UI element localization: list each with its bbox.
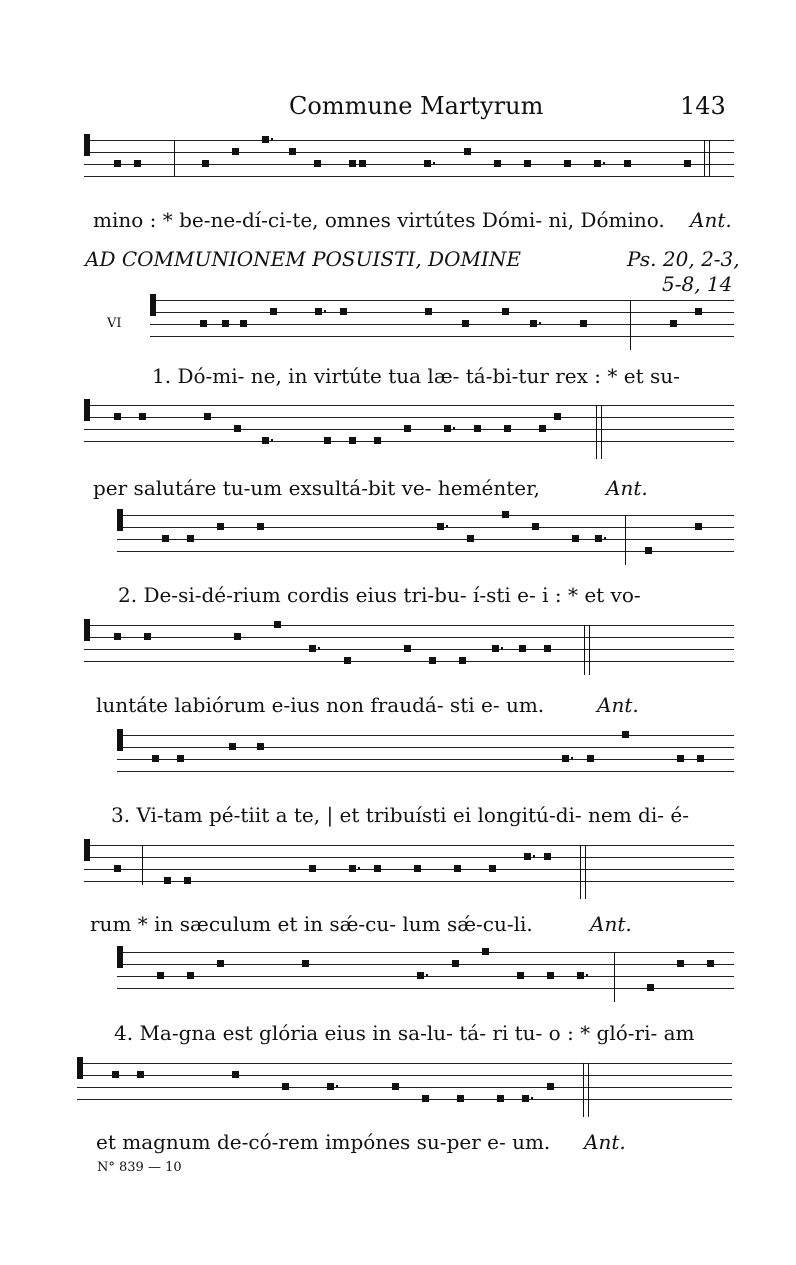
psalm-reference-verses: 5-8, 14 [662, 272, 733, 296]
neume [240, 320, 247, 327]
neume [232, 1071, 239, 1078]
staff-7 [84, 845, 734, 885]
neume [422, 1095, 429, 1102]
lyric-line-7: rum * in sæculum et in sǽ-cu- lum sǽ-cu-li. [90, 912, 533, 936]
neume [202, 160, 209, 167]
neume [204, 413, 211, 420]
neume [695, 523, 702, 530]
neume [595, 535, 602, 542]
staff-5 [84, 625, 734, 665]
psalm-reference: Ps. 20, 2-3, [627, 247, 740, 271]
neume [282, 1083, 289, 1090]
neume [707, 960, 714, 967]
neume [482, 948, 489, 955]
neume [302, 960, 309, 967]
neume [580, 320, 587, 327]
neume [114, 413, 121, 420]
neume [502, 308, 509, 315]
neume [114, 865, 121, 872]
neume [184, 877, 191, 884]
lyric-line-4: 2. De-si-dé-rium cordis eius tri-bu- í-sti e- i : * et vo- [118, 583, 641, 607]
neume [425, 308, 432, 315]
antiphon-label: Ant. [606, 476, 648, 500]
neume [217, 960, 224, 967]
neume [162, 535, 169, 542]
neume [374, 437, 381, 444]
staff-4 [117, 515, 734, 555]
neume [164, 877, 171, 884]
neume [544, 853, 551, 860]
neume [234, 633, 241, 640]
neume [464, 148, 471, 155]
neume [404, 425, 411, 432]
neume [594, 160, 601, 167]
lyric-line-8: 4. Ma-gna est glória eius in sa-lu- tá- ri tu- o : * gló-ri- am [114, 1021, 695, 1045]
neume [524, 853, 531, 860]
neume [524, 160, 531, 167]
neume [112, 1071, 119, 1078]
neume [564, 160, 571, 167]
neume [677, 960, 684, 967]
neume [645, 547, 652, 554]
neume [437, 523, 444, 530]
staff-2 [150, 300, 734, 340]
neume [474, 425, 481, 432]
page-number: 143 [680, 92, 726, 120]
neume [270, 308, 277, 315]
neume [519, 645, 526, 652]
staff-6 [117, 735, 734, 775]
neume [392, 1083, 399, 1090]
lyric-line-6: 3. Vi-tam pé-tiit a te, | et tribuísti ei longitú-di- nem di- é- [111, 803, 689, 827]
mode-label: VI [107, 316, 122, 331]
neume [274, 621, 281, 628]
neume [544, 645, 551, 652]
antiphon-label: Ant. [690, 208, 732, 232]
neume [517, 972, 524, 979]
staff-3 [84, 405, 734, 445]
neume [504, 425, 511, 432]
neume [344, 657, 351, 664]
staff-1 [84, 140, 734, 180]
neume [502, 511, 509, 518]
lyric-line-2: 1. Dó-mi- ne, in virtúte tua læ- tá-bi-tur rex : * et su- [152, 364, 680, 388]
neume [137, 1071, 144, 1078]
neume [114, 160, 121, 167]
neume [572, 535, 579, 542]
antiphon-label: Ant. [597, 693, 639, 717]
neume [234, 425, 241, 432]
neume [349, 865, 356, 872]
neume [677, 755, 684, 762]
neume [309, 645, 316, 652]
neume [232, 148, 239, 155]
neume [577, 972, 584, 979]
neume [139, 413, 146, 420]
neume [404, 645, 411, 652]
neume [522, 1095, 529, 1102]
neume [349, 160, 356, 167]
section-title: AD COMMUNIONEM POSUISTI, DOMINE [85, 247, 521, 271]
neume [257, 523, 264, 530]
neume [454, 865, 461, 872]
neume [257, 743, 264, 750]
neume [587, 755, 594, 762]
antiphon-label: Ant. [590, 912, 632, 936]
neume [144, 633, 151, 640]
neume [647, 984, 654, 991]
neume [444, 425, 451, 432]
footer-signature: N° 839 — 10 [97, 1160, 182, 1175]
neume [217, 523, 224, 530]
neume [324, 437, 331, 444]
neume [374, 865, 381, 872]
neume [327, 1083, 334, 1090]
neume [349, 437, 356, 444]
neume [114, 633, 121, 640]
neume [187, 535, 194, 542]
staff-9 [77, 1063, 732, 1103]
neume [547, 972, 554, 979]
lyric-line-3: per salutáre tu-um exsultá-bit ve- heménter, [93, 476, 540, 500]
neume [562, 755, 569, 762]
neume [467, 535, 474, 542]
neume [417, 972, 424, 979]
c-clef [84, 134, 90, 156]
neume [459, 657, 466, 664]
neume [315, 308, 322, 315]
staff-8 [117, 952, 734, 992]
neume [157, 972, 164, 979]
neume [494, 160, 501, 167]
neume [200, 320, 207, 327]
neume [452, 960, 459, 967]
lyric-line-9: et magnum de-có-rem impónes su-per e- um. [96, 1130, 551, 1154]
neume [262, 437, 269, 444]
neume [547, 1083, 554, 1090]
neume [429, 657, 436, 664]
neume [134, 160, 141, 167]
lyric-line-5: luntáte labiórum e-ius non fraudá- sti e- um. [96, 693, 545, 717]
neume [462, 320, 469, 327]
neume [262, 136, 269, 143]
lyric-line-1: mino : * be-ne-dí-ci-te, omnes virtútes Dómi- ni, Dómino. [93, 208, 665, 232]
neume [489, 865, 496, 872]
neume [624, 160, 631, 167]
neume [457, 1095, 464, 1102]
neume [414, 865, 421, 872]
neume [314, 160, 321, 167]
neume [530, 320, 537, 327]
neume [539, 425, 546, 432]
neume [222, 320, 229, 327]
neume [554, 413, 561, 420]
neume [229, 743, 236, 750]
neume [187, 972, 194, 979]
neume [177, 755, 184, 762]
neume [695, 308, 702, 315]
antiphon-label: Ant. [584, 1130, 626, 1154]
neume [289, 148, 296, 155]
neume [532, 523, 539, 530]
neume [684, 160, 691, 167]
neume [152, 755, 159, 762]
neume [492, 645, 499, 652]
neume [697, 755, 704, 762]
neume [359, 160, 366, 167]
neume [622, 731, 629, 738]
page-title: Commune Martyrum [289, 92, 544, 120]
neume [340, 308, 347, 315]
neume [670, 320, 677, 327]
neume [424, 160, 431, 167]
neume [309, 865, 316, 872]
neume [497, 1095, 504, 1102]
